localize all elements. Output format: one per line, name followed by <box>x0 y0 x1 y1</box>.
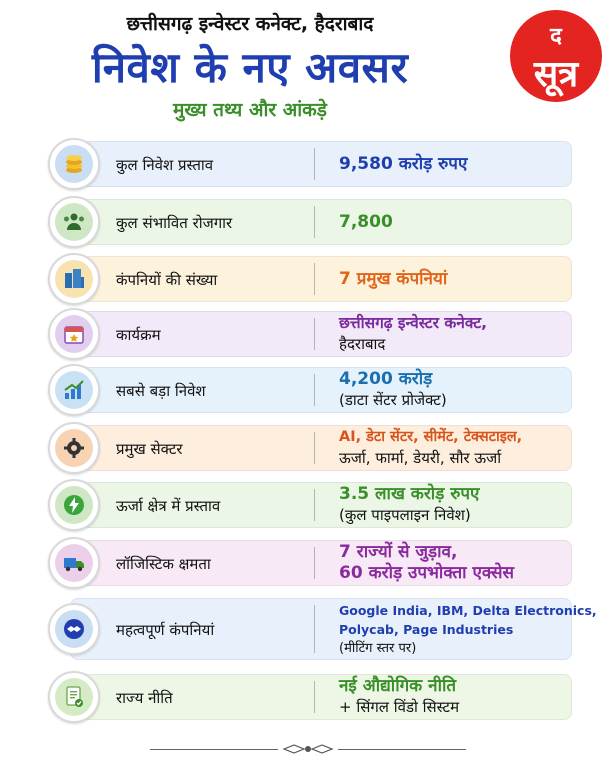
fact-label: कंपनियों की संख्या <box>116 271 218 289</box>
fact-value <box>339 427 569 469</box>
fact-value <box>339 269 569 290</box>
calendar-icon <box>62 322 86 346</box>
fact-divider <box>314 432 315 464</box>
fact-divider <box>314 489 315 521</box>
handshake-icon <box>62 617 86 641</box>
icon-badge <box>48 479 100 531</box>
footer-divider-right <box>338 749 466 750</box>
policy-document-icon <box>62 685 86 709</box>
fact-row <box>44 479 572 531</box>
fact-value-line: 60 करोड़ उपभोक्ता एक्सेस <box>339 563 514 583</box>
fact-value-line: 9,580 करोड़ रुपए <box>339 154 468 174</box>
fact-label: कुल संभावित रोजगार <box>116 214 233 232</box>
fact-value <box>339 154 569 175</box>
fact-row <box>44 308 572 360</box>
fact-value-line: (मीटिंग स्तर पर) <box>339 641 417 656</box>
page-subtitle: मुख्य तथ्य और आंकड़े <box>173 99 327 121</box>
fact-value <box>339 542 569 584</box>
fact-divider <box>314 374 315 406</box>
icon-badge <box>48 196 100 248</box>
fact-value-line: 7 प्रमुख कंपनियां <box>339 269 448 289</box>
page-title: निवेश के नए अवसर <box>91 43 409 92</box>
fact-value-line: 4,200 करोड़ <box>339 369 433 389</box>
fact-value <box>339 369 569 411</box>
fact-value <box>339 676 569 718</box>
fact-label: लॉजिस्टिक क्षमता <box>116 555 211 573</box>
fact-value-line: + सिंगल विंडो सिस्टम <box>339 698 460 716</box>
fact-divider <box>314 681 315 713</box>
fact-value-line: (कुल पाइपलाइन निवेश) <box>339 506 471 524</box>
fact-label: महत्वपूर्ण कंपनियां <box>116 621 215 639</box>
fact-value-line: ऊर्जा, फार्मा, डेयरी, सौर ऊर्जा <box>339 449 502 467</box>
gear-icon <box>62 436 86 460</box>
fact-divider <box>314 263 315 295</box>
growth-chart-icon <box>62 378 86 402</box>
fact-value-line: Polycab, Page Industries <box>339 622 514 637</box>
icon-badge <box>48 671 100 723</box>
fact-row <box>44 196 572 248</box>
fact-row <box>44 422 572 474</box>
icon-badge <box>48 537 100 589</box>
icon-badge <box>48 422 100 474</box>
icon-badge <box>48 308 100 360</box>
footer-divider-left <box>150 749 278 750</box>
truck-icon <box>62 551 86 575</box>
fact-value-line: Google India, IBM, Delta Electronics, <box>339 603 597 618</box>
icon-badge <box>48 603 100 655</box>
fact-row <box>44 364 572 416</box>
fact-row <box>44 537 572 589</box>
event-heading: छत्तीसगढ़ इन्वेस्टर कनेक्ट, हैदराबाद <box>126 13 374 35</box>
icon-badge <box>48 138 100 190</box>
fact-label: राज्य नीति <box>116 689 173 707</box>
fact-value-line: 7,800 <box>339 212 393 232</box>
fact-value-line: छत्तीसगढ़ इन्वेस्टर कनेक्ट, <box>339 314 488 332</box>
fact-value-line: नई औद्योगिक नीति <box>339 676 457 696</box>
lightning-icon <box>62 493 86 517</box>
fact-value-line: हैदराबाद <box>339 335 386 353</box>
brand-logo <box>510 10 602 102</box>
fact-value <box>339 601 597 658</box>
fact-label: ऊर्जा क्षेत्र में प्रस्ताव <box>116 497 221 515</box>
fact-label: सबसे बड़ा निवेश <box>116 382 206 400</box>
logo-line-2: सूत्र <box>533 54 579 95</box>
fact-divider <box>314 547 315 579</box>
fact-row <box>44 595 597 663</box>
fact-value-line: AI, डेटा सेंटर, सीमेंट, टेक्सटाइल, <box>339 429 523 445</box>
icon-badge <box>48 364 100 416</box>
fact-value <box>339 313 569 355</box>
fact-label: कार्यक्रम <box>116 326 161 344</box>
fact-divider <box>314 318 315 350</box>
fact-row <box>44 671 572 723</box>
fact-value-line: 3.5 लाख करोड़ रुपए <box>339 484 480 504</box>
logo-line-1: द <box>550 24 562 49</box>
fact-value <box>339 212 569 233</box>
fact-divider <box>314 605 315 653</box>
fact-value-line: 7 राज्यों से जुड़ाव, <box>339 542 458 562</box>
fact-value-line: (डाटा सेंटर प्रोजेक्ट) <box>339 391 447 409</box>
fact-label: प्रमुख सेक्टर <box>116 440 183 458</box>
fact-label: कुल निवेश प्रस्ताव <box>116 156 214 174</box>
fact-divider <box>314 148 315 180</box>
fact-row <box>44 138 572 190</box>
people-icon <box>62 210 86 234</box>
icon-badge <box>48 253 100 305</box>
buildings-icon <box>62 267 86 291</box>
fact-value <box>339 484 569 526</box>
ornament-icon <box>282 742 334 756</box>
fact-row <box>44 253 572 305</box>
coins-icon <box>62 152 86 176</box>
fact-divider <box>314 206 315 238</box>
